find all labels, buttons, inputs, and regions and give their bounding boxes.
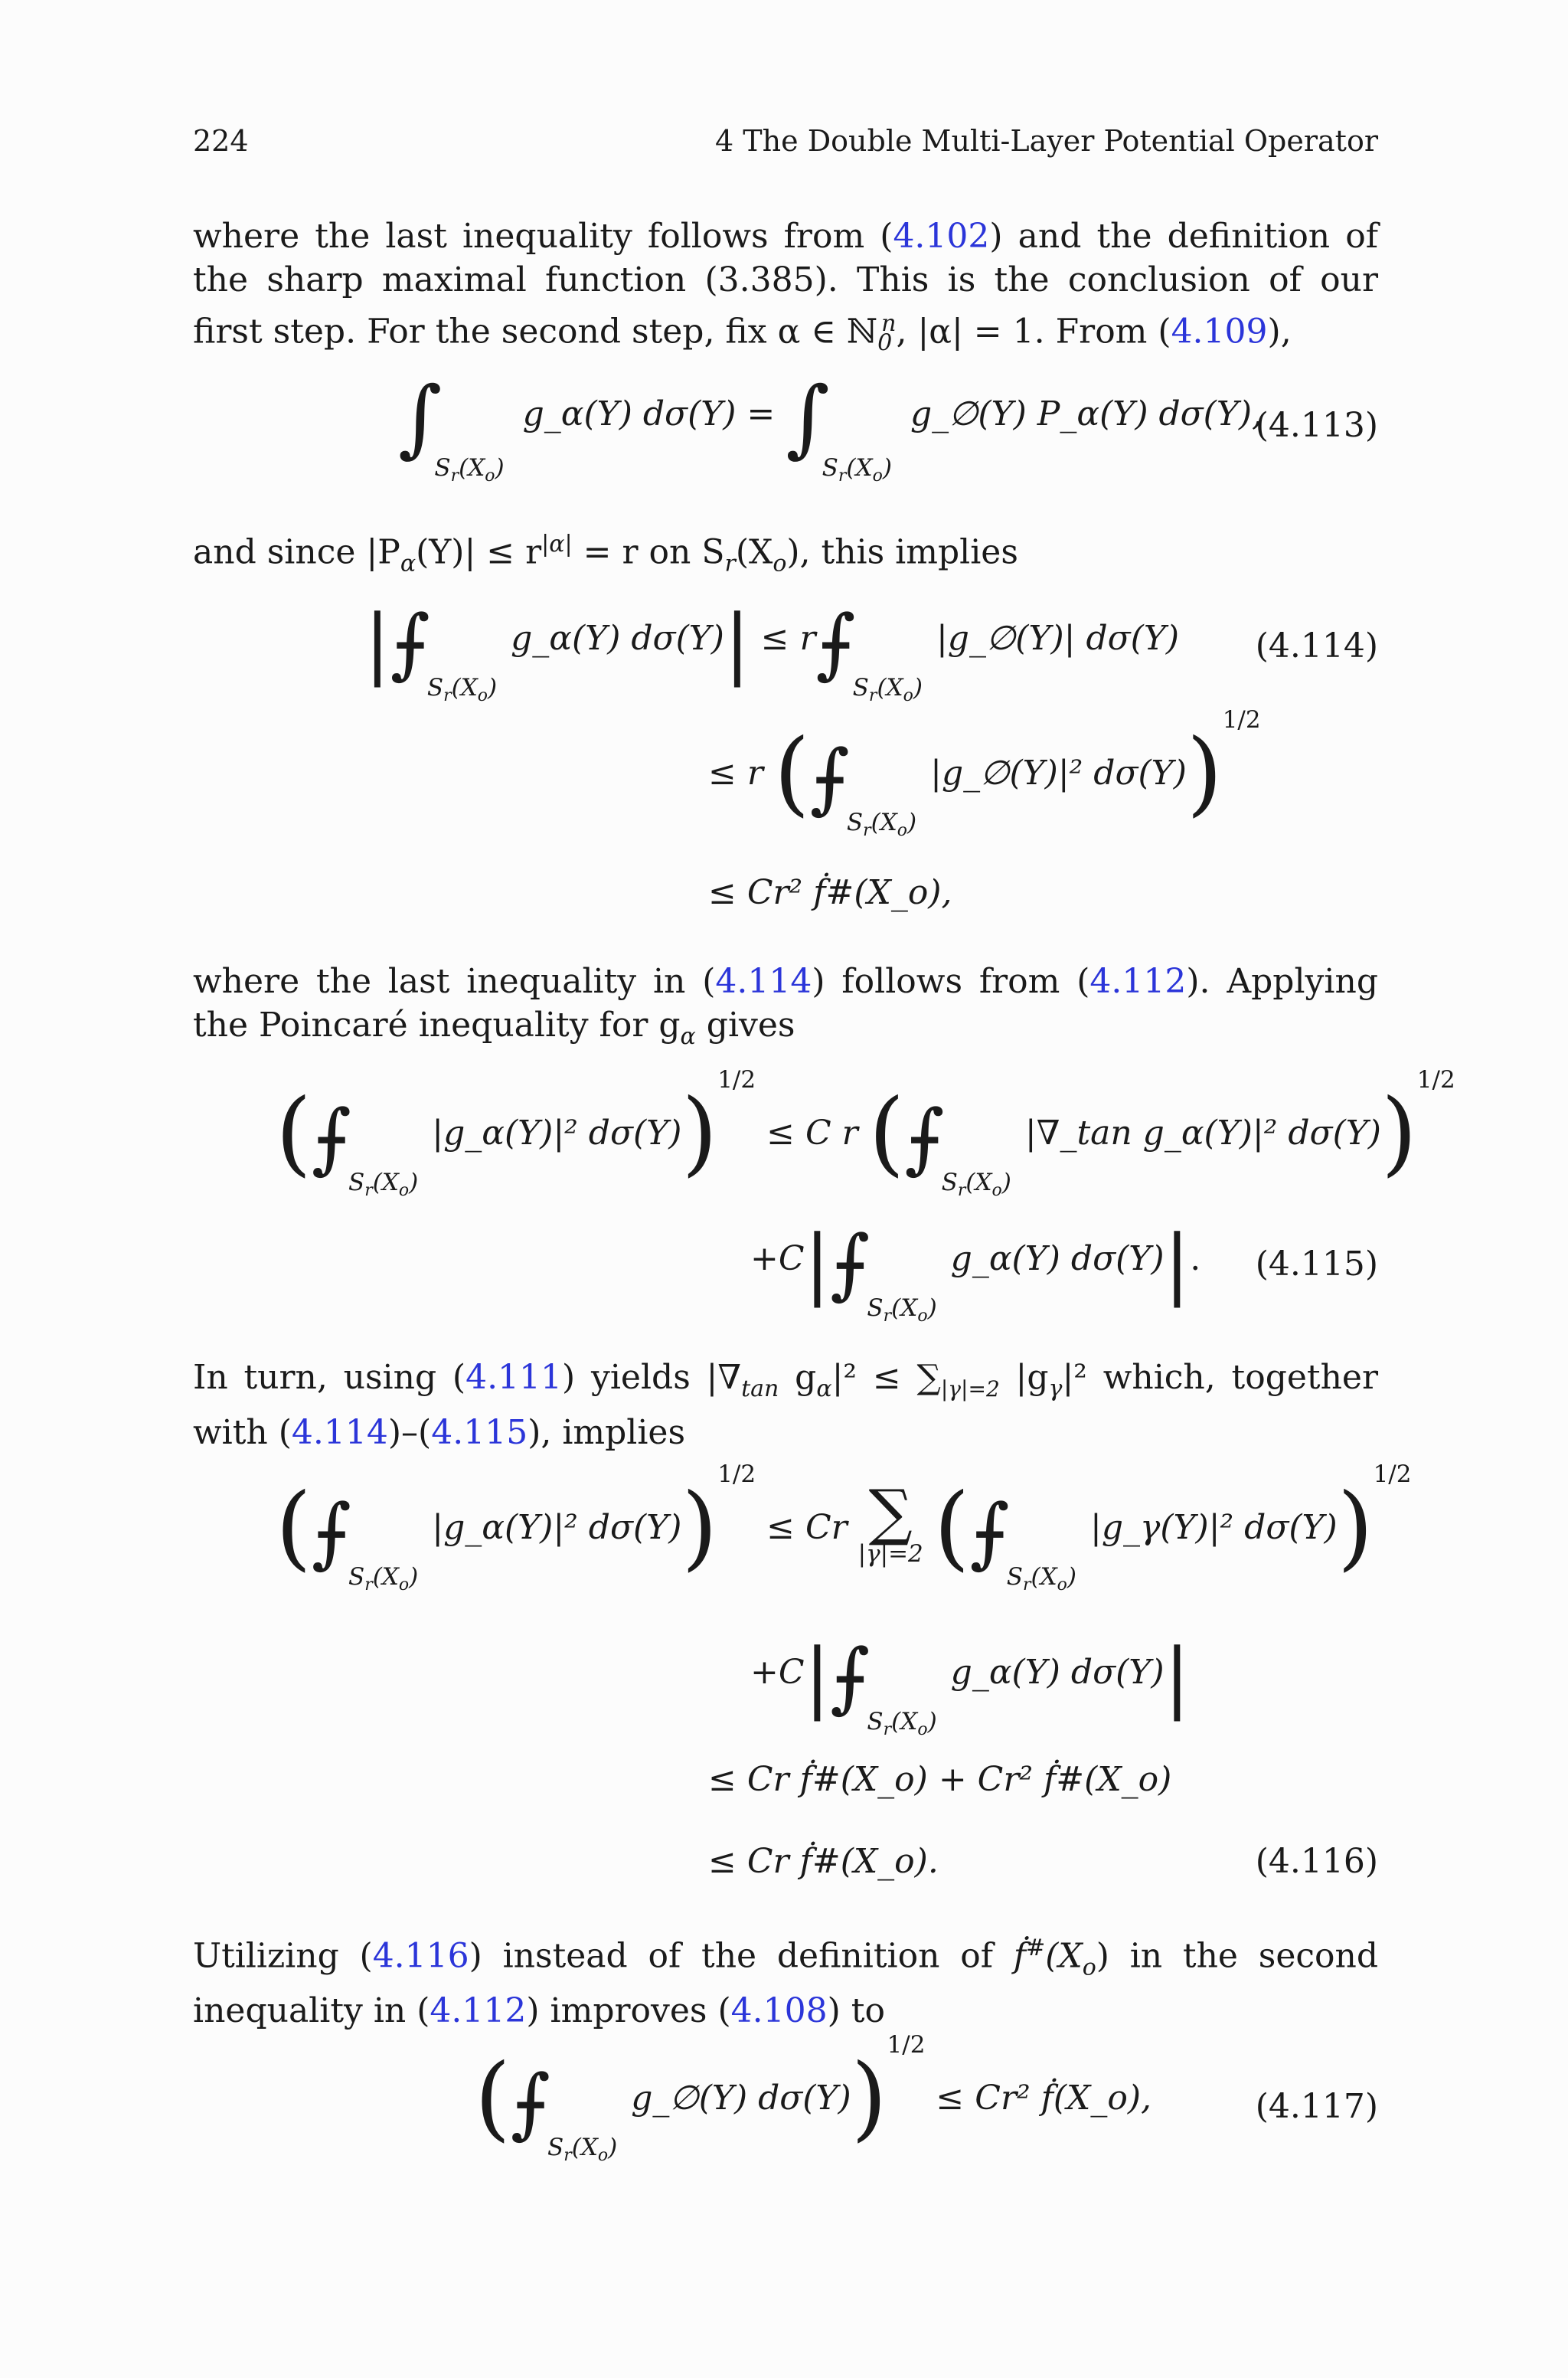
ref-link[interactable]: 4.112 <box>430 1991 527 2031</box>
equation-number: (4.117) <box>1255 2087 1378 2126</box>
equation-4-116-line-4: ≤ Cr ḟ#(X_o). <box>708 1842 939 1881</box>
equation-4-116-line-1: ($⨍_{S_r(X_o)}$ |g_α(Y)|² dσ(Y))$^{1/2}$ ≤ Cr ∑ |γ|=2 ($⨍_{S_r(X_o)}$ |g_γ(Y)|² dσ(Y))$^{1/2}$ <box>276 1460 1412 1595</box>
ref-link[interactable]: 4.114 <box>715 962 812 1001</box>
ref-link[interactable]: 4.109 <box>1171 312 1268 352</box>
equation-number: (4.116) <box>1255 1842 1378 1881</box>
paragraph-3: where the last inequality in (4.114) follows from (4.112). Applying the Poincaré inequality for $g_\alpha$ gives <box>193 962 1378 1050</box>
equation-4-113: $\int_{S_r(X_o)}$ g_α(Y) $d\sigma(Y) = \int_{S_r(X_o)}$ g_∅(Y) P_α(Y) dσ(Y), <box>398 368 1263 486</box>
equation-number: (4.113) <box>1255 406 1378 445</box>
equation-number: (4.115) <box>1255 1245 1378 1284</box>
equation-4-115-line-1: ($⨍_{S_r(X_o)}$ |g_α(Y)|² dσ(Y))$^{1/2}$ ≤ C r ($⨍_{S_r(X_o)}$ |∇_tan g_α(Y)|² dσ(Y))$^{1/2}$ <box>276 1066 1455 1201</box>
ref-link[interactable]: 4.111 <box>466 1358 563 1397</box>
paragraph-5: Utilizing (4.116) instead of the definition of $ḟ^{\#}(X_o)$ in the second inequality in (4.112) improves (4.108) to <box>193 1935 1378 2031</box>
equation-4-114-line-1: $|⨍_{S_r(X_o)}$ g_α(Y) $d\sigma(Y)| \le r⨍_{S_r(X_o)}$ |g_∅(Y)| dσ(Y) <box>364 598 1180 706</box>
equation-4-115-line-2: $+C|⨍_{S_r(X_o)}$ g_α(Y) dσ(Y)|. <box>750 1218 1201 1326</box>
equation-number: (4.114) <box>1255 626 1378 666</box>
ref-link[interactable]: 4.114 <box>291 1412 388 1452</box>
running-head: 4 The Double Multi-Layer Potential Operator <box>715 124 1378 158</box>
equation-4-114-line-2: ≤ r ($⨍_{S_r(X_o)}$ |g_∅(Y)|² dσ(Y))$^{1/2}$ <box>708 706 1261 841</box>
paragraph-1: where the last inequality follows from (4.102) and the definition of the sharp maximal function (3.385). This is the conclusion of our first step. For the second step, fix α ∈ ℕ$_0^n$, |α| = 1. From (4.109), <box>193 217 1379 357</box>
equation-4-116-line-2: $+C|⨍_{S_r(X_o)}$ g_α(Y) dσ(Y)| <box>750 1632 1191 1740</box>
equation-4-114-line-3: ≤ Cr² ḟ#(X_o), <box>708 873 952 912</box>
page-number: 224 <box>193 124 249 158</box>
ref-link[interactable]: 4.115 <box>431 1412 528 1452</box>
equation-4-116-line-3: ≤ Cr ḟ#(X_o) + Cr² ḟ#(X_o) <box>708 1760 1172 1799</box>
ref-link[interactable]: 4.116 <box>372 1936 469 1976</box>
paragraph-4: In turn, using (4.111) yields $|\nabla_{tan}$ $g_\alpha|^2 \le \sum_{|\gamma|=2}$ $|g_\gamma|^2$ which, together with (4.114)–(4.115), implies <box>193 1358 1378 1452</box>
ref-link[interactable]: 4.108 <box>730 1991 828 2031</box>
ref-link[interactable]: 4.102 <box>893 217 990 256</box>
ref-link[interactable]: 4.112 <box>1089 962 1187 1001</box>
equation-4-117: ($⨍_{S_r(X_o)}$ g_∅(Y) dσ(Y))$^{1/2}$ ≤ Cr² ḟ(X_o), <box>475 2031 1152 2166</box>
paragraph-2: and since $|P_\alpha(Y)| \le r^{|\alpha|} = r$ on $S_r(X_o)$, this implies <box>193 531 1018 577</box>
